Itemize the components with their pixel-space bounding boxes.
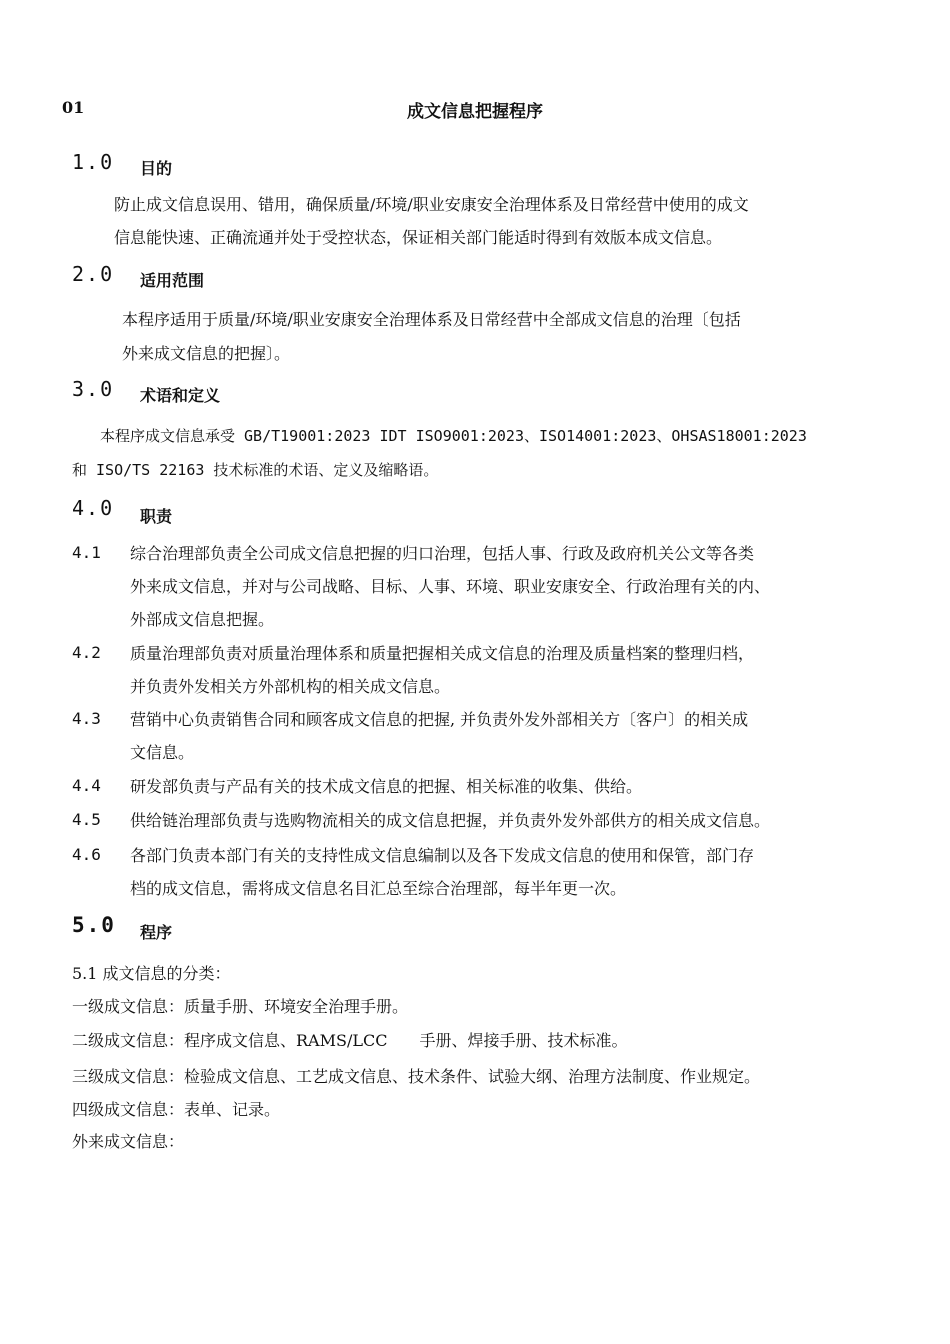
section-3-line-2: 和 ISO/TS 22163 技术标准的术语、定义及缩略语。 xyxy=(72,461,439,479)
procedure-line-1: 5.1 成文信息的分类： xyxy=(72,964,231,983)
section-2-line-1: 本程序适用于质量/环境/职业安康安全治理体系及日常经营中全部成文信息的治理〔包括 xyxy=(122,310,741,329)
procedure-line-6: 外来成文信息： xyxy=(72,1132,185,1151)
section-3-line-1: 本程序成文信息承受 GB/T19001:2023 IDT ISO9001:2023、ISO14001:2023、OHSAS18001:2023 xyxy=(100,427,807,445)
section-1-line-1: 防止成文信息误用、错用，确保质量/环境/职业安康安全治理体系及日常经营中使用的成文 xyxy=(114,195,749,214)
section-4-title: 职责 xyxy=(140,507,173,526)
item-4-3-line-2: 文信息。 xyxy=(130,743,195,762)
item-4-6-number: 4.6 xyxy=(72,845,101,864)
item-4-4-line-1: 研发部负责与产品有关的技术成文信息的把握、相关标准的收集、供给。 xyxy=(130,777,643,796)
document-number: 01 xyxy=(62,98,85,117)
section-1-title: 目的 xyxy=(140,159,173,178)
procedure-line-3: 二级成文信息：程序成文信息、RAMS/LCC 手册、焊接手册、技术标准。 xyxy=(72,1031,628,1050)
section-2-line-2: 外来成文信息的把握〕。 xyxy=(122,344,291,363)
item-4-3-line-1: 营销中心负责销售合同和顾客成文信息的把握, 并负责外发外部相关方〔客户〕的相关成 xyxy=(130,710,749,729)
section-1-line-2: 信息能快速、正确流通并处于受控状态，保证相关部门能适时得到有效版本成文信息。 xyxy=(114,228,723,247)
section-3-title: 术语和定义 xyxy=(140,386,221,405)
item-4-1-number: 4.1 xyxy=(72,543,101,562)
item-4-5-number: 4.5 xyxy=(72,810,101,829)
item-4-3-number: 4.3 xyxy=(72,709,101,728)
section-4-number: 4.0 xyxy=(72,496,115,520)
item-4-2-line-2: 并负责外发相关方外部机构的相关成文信息。 xyxy=(130,677,451,696)
procedure-line-4: 三级成文信息：检验成文信息、工艺成文信息、技术条件、试验大纲、治理方法制度、作业规定。 xyxy=(72,1067,761,1086)
item-4-6-line-1: 各部门负责本部门有关的支持性成文信息编制以及各下发成文信息的使用和保管，部门存 xyxy=(130,846,755,865)
section-3-number: 3.0 xyxy=(72,377,115,401)
item-4-1-line-2: 外来成文信息，并对与公司战略、目标、人事、环境、职业安康安全、行政治理有关的内、 xyxy=(130,577,771,596)
section-5-number: 5.0 xyxy=(72,913,116,937)
item-4-1-line-3: 外部成文信息把握。 xyxy=(130,610,275,629)
section-1-number: 1.0 xyxy=(72,150,115,174)
item-4-2-line-1: 质量治理部负责对质量治理体系和质量把握相关成文信息的治理及质量档案的整理归档， xyxy=(130,644,755,663)
procedure-line-2: 一级成文信息：质量手册、环境安全治理手册。 xyxy=(72,997,409,1016)
item-4-1-line-1: 综合治理部负责全公司成文信息把握的归口治理，包括人事、行政及政府机关公文等各类 xyxy=(130,544,755,563)
section-5-title: 程序 xyxy=(140,923,173,942)
section-2-number: 2.0 xyxy=(72,262,115,286)
item-4-5-line-1: 供给链治理部负责与选购物流相关的成文信息把握，并负责外发外部供方的相关成文信息。 xyxy=(130,811,771,830)
item-4-6-line-2: 档的成文信息，需将成文信息名目汇总至综合治理部，每半年更一次。 xyxy=(130,879,627,898)
item-4-4-number: 4.4 xyxy=(72,776,101,795)
document-title: 成文信息把握程序 xyxy=(407,102,543,122)
section-2-title: 适用范围 xyxy=(140,271,205,290)
procedure-line-5: 四级成文信息：表单、记录。 xyxy=(72,1100,281,1119)
item-4-2-number: 4.2 xyxy=(72,643,101,662)
